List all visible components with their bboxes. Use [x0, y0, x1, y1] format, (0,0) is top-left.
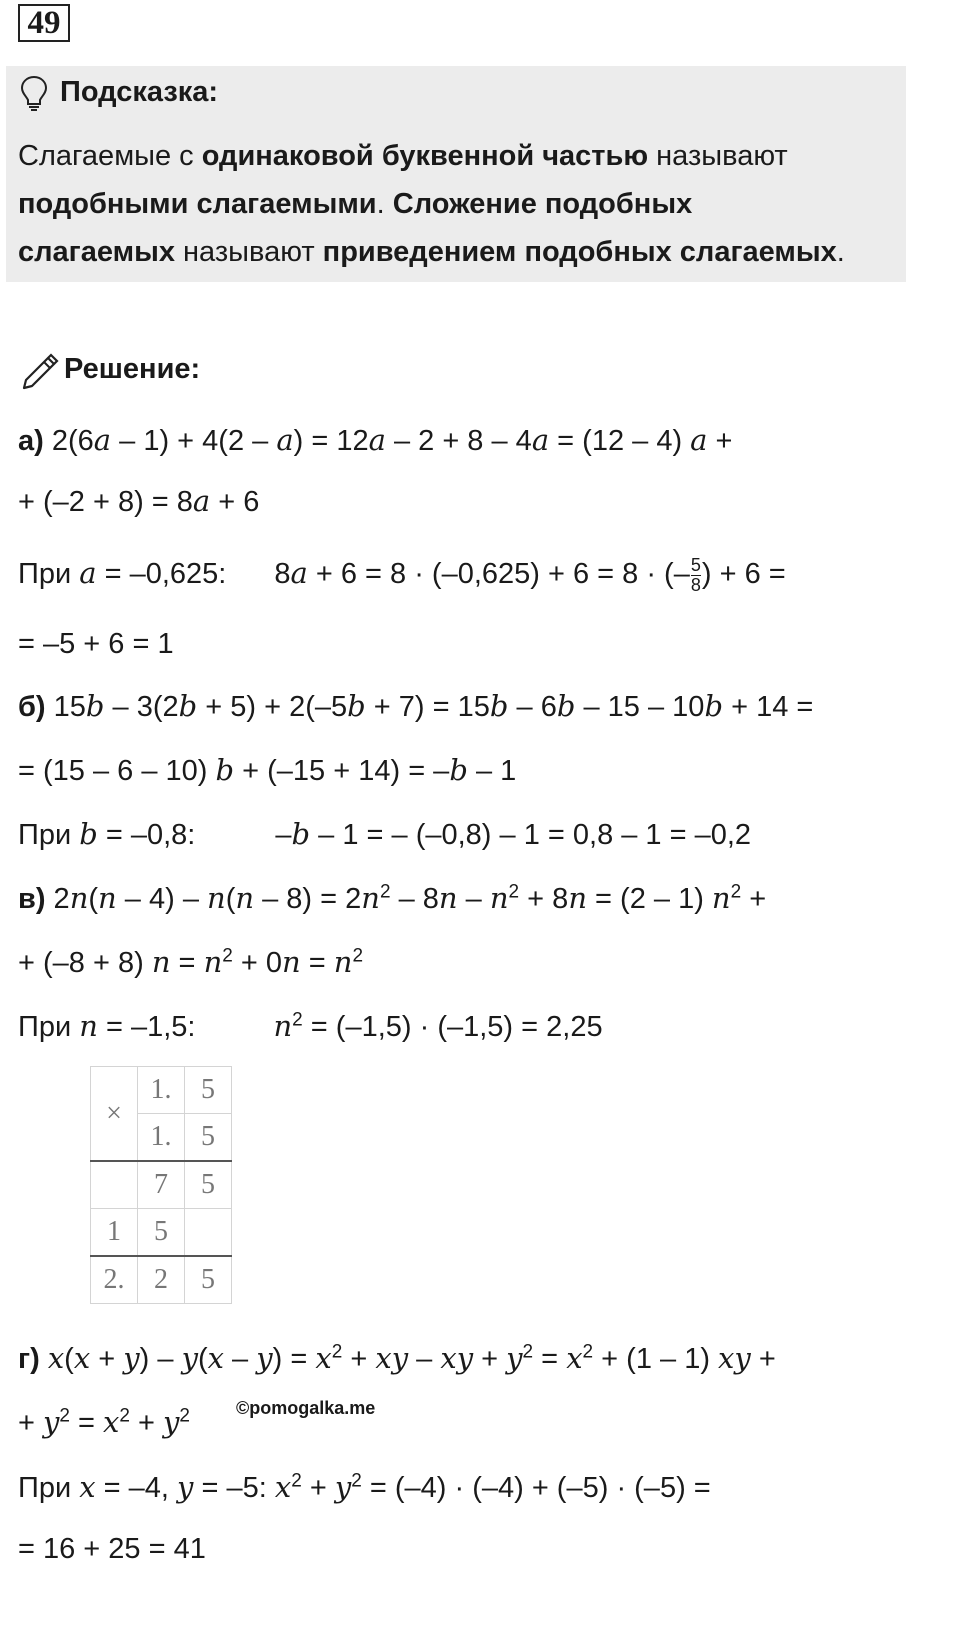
cell: 5 — [138, 1209, 185, 1257]
watermark: ©pomogalka.me — [236, 1398, 376, 1418]
cell: 1 — [91, 1209, 138, 1257]
cell: 5 — [185, 1256, 232, 1304]
part-g-line-4: = 16 + 25 = 41 — [18, 1533, 206, 1565]
hint-line-2: подобными слагаемыми. Сложение подобных — [18, 188, 693, 220]
problem-number: 49 — [18, 4, 70, 42]
fraction-5-8: $\frac{5}{8}$ — [690, 555, 701, 595]
part-g-line-3: При x = –4, y = –5: $x^2 + y^2 = (-4) \cdot (-4) + (-5) \cdot (-5)$ = — [18, 1470, 711, 1504]
part-g-line-2: + $y^2 = x^2 + y^2$ — [18, 1405, 190, 1439]
cell: 1. — [138, 1067, 185, 1114]
hint-title: Подсказка: — [60, 76, 219, 108]
cell: 7 — [138, 1161, 185, 1209]
pencil-icon — [18, 348, 60, 390]
part-a-line-3: При a = –0,625: 8a + 6 = 8 · (–0,625) + 6 = 8 · (– $\frac{5}{8}$ ) + 6 = — [18, 555, 786, 595]
cell: 2 — [138, 1256, 185, 1304]
part-b-line-3: При b = –0,8: –b – 1 = – (–0,8) – 1 = 0,8 – 1 = –0,2 — [18, 817, 752, 851]
cell: 5 — [185, 1114, 232, 1162]
multiplication-table — [90, 1066, 232, 1304]
multiply-sign: × — [91, 1067, 138, 1162]
part-b-line-1: б) 15b – 3(2b + 5) + 2(–5b + 7) = 15b – 6b – 15 – 10b + 14 = — [18, 689, 814, 723]
cell: 5 — [185, 1161, 232, 1209]
cell: 5 — [185, 1067, 232, 1114]
part-a-line-1: а) 2(6a – 1) + 4(2 – a) = 12a – 2 + 8 – 4a = (12 – 4) a + — [18, 423, 733, 457]
cell — [185, 1209, 232, 1257]
cell: 1. — [138, 1114, 185, 1162]
part-v-line-1: в) $2n(n - 4) - n(n - 8) = 2n^2 - 8n - n^2 + 8n = (2 - 1) n^2$ + — [18, 881, 767, 915]
cell — [91, 1161, 138, 1209]
hint-line-3: слагаемых называют приведением подобных слагаемых. — [18, 236, 845, 268]
hint-line-1: Слагаемые с одинаковой буквенной частью называют — [18, 140, 788, 172]
part-v-line-3: При n = –1,5: $n^2 = (-1,5) \cdot (-1,5) = 2,25$ — [18, 1009, 603, 1043]
part-g-line-1: г) $x(x + y) - y(x - y) = x^2$ + xy – xy + $y^2 = x^2 + (1 - 1)$ xy + — [18, 1341, 776, 1375]
lightbulb-icon — [18, 74, 50, 112]
solution-title: Решение: — [64, 353, 201, 385]
part-a-line-4: = –5 + 6 = 1 — [18, 628, 174, 660]
cell: 2. — [91, 1256, 138, 1304]
part-v-line-2: + (–8 + 8) $n = n^2 + 0n = n^2$ — [18, 945, 364, 979]
part-a-line-2: + (–2 + 8) = 8a + 6 — [18, 484, 260, 518]
part-b-line-2: = (15 – 6 – 10) b + (–15 + 14) = –b – 1 — [18, 753, 517, 787]
